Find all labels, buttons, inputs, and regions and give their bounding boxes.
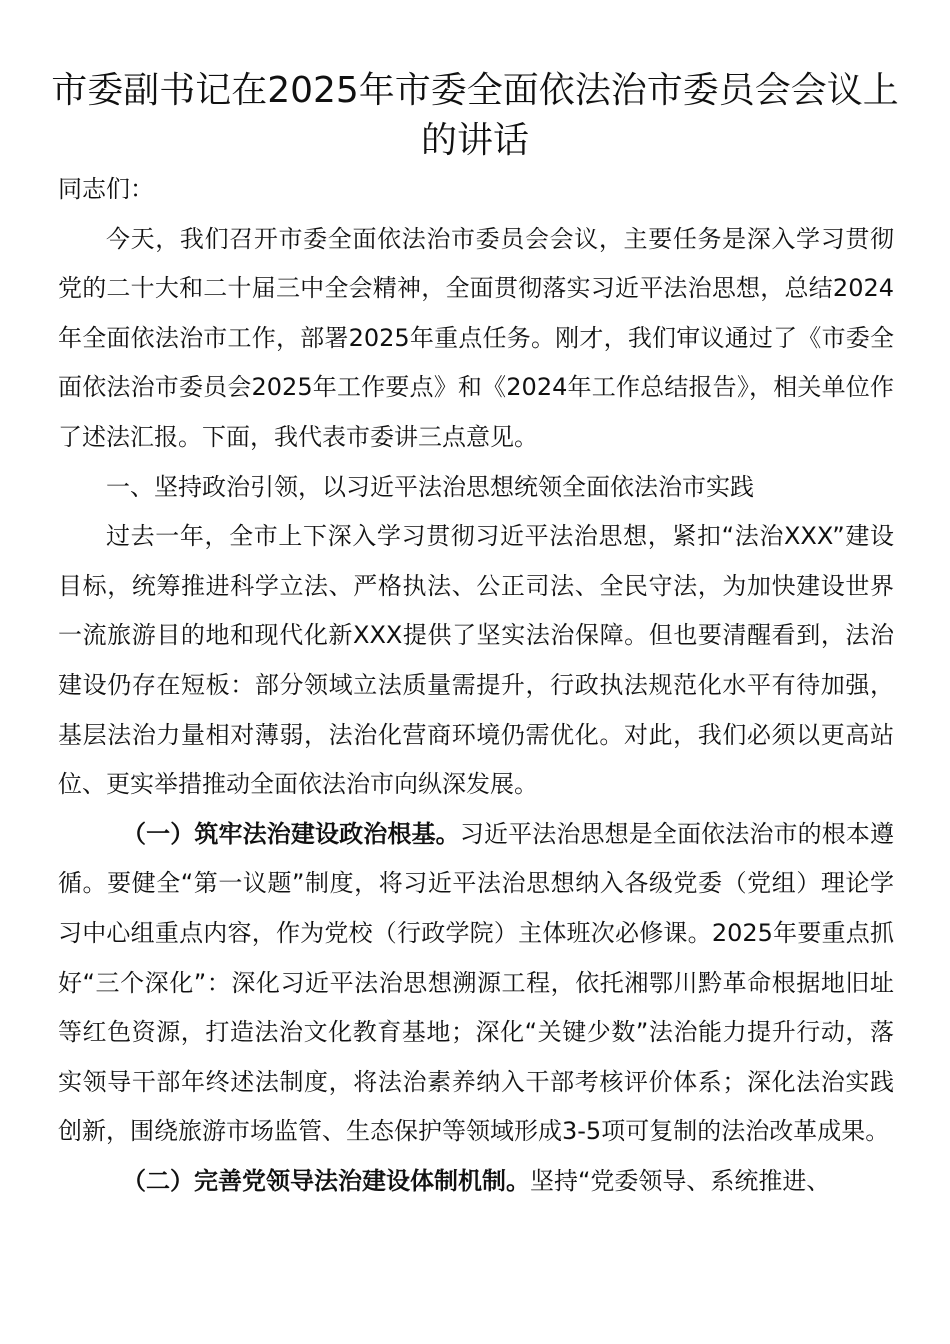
subsection-2-heading: （二）完善党领导法治建设体制机制。 — [122, 1166, 530, 1195]
intro-paragraph: 今天，我们召开市委全面依法治市委员会会议，主要任务是深入学习贯彻党的二十大和二十届三中全会精神，全面贯彻落实习近平法治思想，总结2024年全面依法治市工作，部署2025年重点任务。刚才，我们审议通过了《市委全面依法治市委员会2025年工作要点》和《2024年工作总结报告》，相关单位作了述法汇报。下面，我代表市委讲三点意见。 — [58, 224, 894, 451]
subsection-1-text: 习近平法治思想是全面依法治市的根本遵循。要健全“第一议题”制度，将习近平法治思想纳入各级党委（党组）理论学习中心组重点内容，作为党校（行政学院）主体班次必修课。2025年要重点抓好“三个深化”：深化习近平法治思想溯源工程，依托湘鄂川黔革命根据地旧址等红色资源，打造法治文化教育基地；深化“关键少数”法治能力提升行动，落实领导干部年终述法制度，将法治素养纳入干部考核评价体系；深化法治实践创新，围绕旅游市场监管、生态保护等领域形成3-5项可复制的法治改革成果。 — [58, 819, 895, 1146]
section-heading-1: 一、坚持政治引领，以习近平法治思想统领全面依法治市实践 — [106, 472, 754, 501]
document-title: 市委副书记在2025年市委全面依法治市委员会会议上的讲话 — [51, 70, 899, 161]
salutation: 同志们： — [58, 175, 154, 203]
subsection-2 — [58, 1157, 894, 1207]
subsection-1 — [58, 810, 894, 1157]
subsection-1-heading: （一）筑牢法治建设政治根基。 — [122, 819, 460, 848]
section-1-paragraph: 过去一年，全市上下深入学习贯彻习近平法治思想，紧扣“法治XXX”建设目标，统筹推进科学立法、严格执法、公正司法、全民守法，为加快建设世界一流旅游目的地和现代化新XXX提供了坚实法治保障。但也要清醒看到，法治建设仍存在短板：部分领域立法质量需提升，行政执法规范化水平有待加强，基层法治力量相对薄弱，法治化营商环境仍需优化。对此，我们必须以更高站位、更实举措推动全面依法治市向纵深发展。 — [58, 522, 894, 799]
subsection-2-text: 坚持“党委领导、系统推进、 — [530, 1166, 831, 1195]
document-body — [58, 165, 894, 1206]
